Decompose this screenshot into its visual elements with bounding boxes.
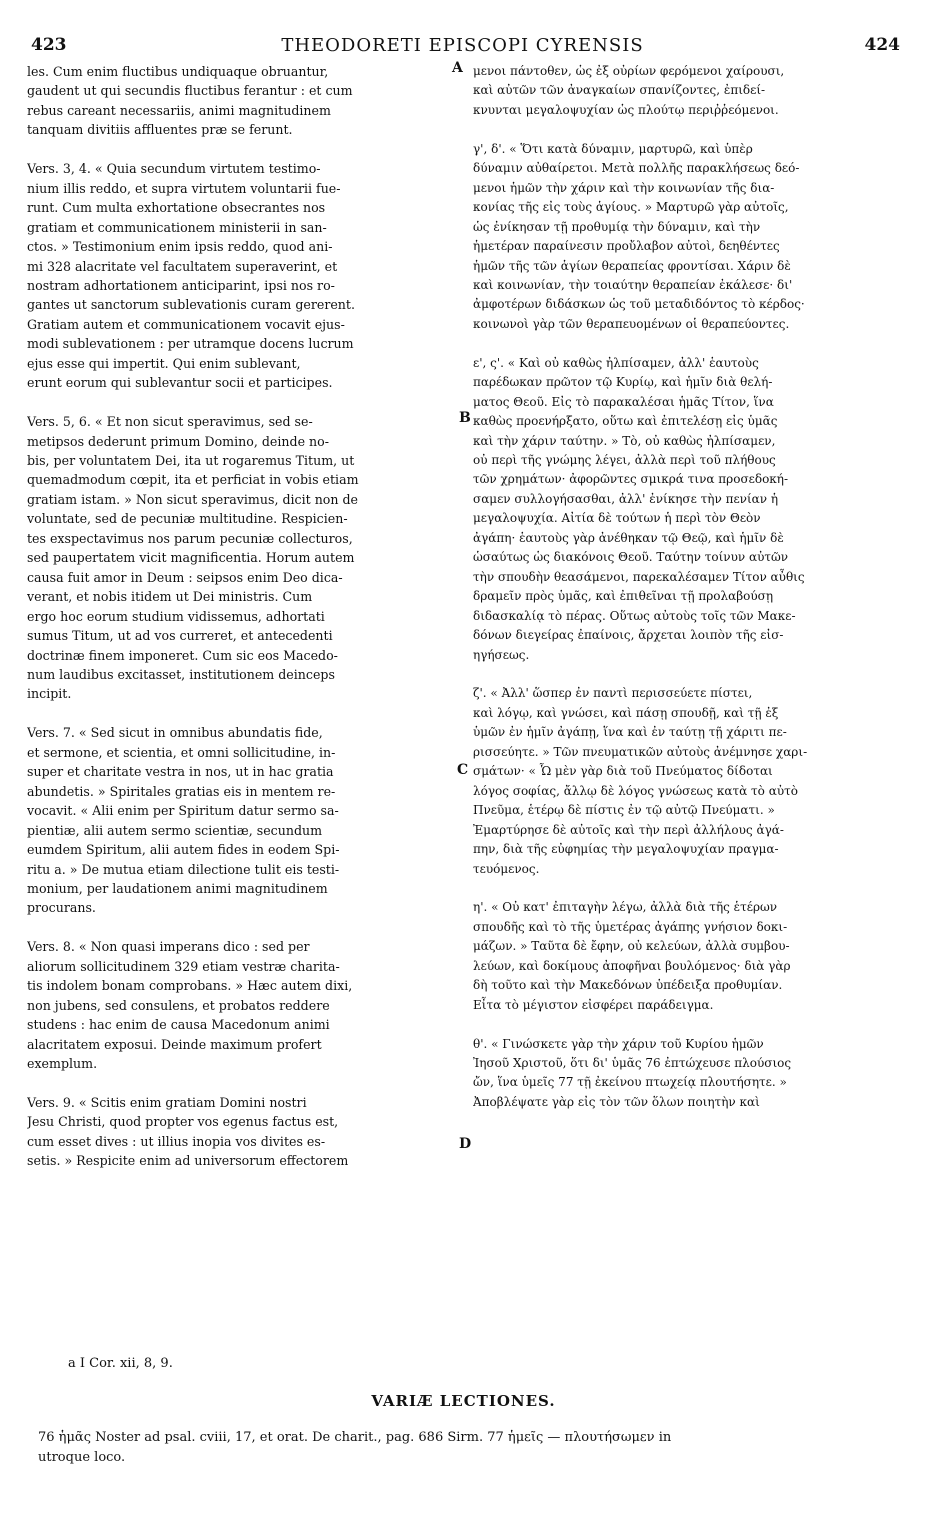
greek-line: ἡμετέραν παραίνεσιν προὔλαβον αὐτοὶ, δεηθέντες — [473, 239, 780, 254]
greek-line: δὴ τοῦτο καὶ τὴν Μακεδόνων ὑπέδειξα προθυμίαν. — [473, 978, 783, 993]
greek-line: μεγαλοψυχία. Αἰτία δὲ τούτων ἡ περὶ τὸν Θεὸν — [473, 511, 761, 526]
greek-line: μάζων. » Ταῦτα δὲ ἔφην, οὐ κελεύων, ἀλλὰ συμβου- — [473, 939, 790, 954]
latin-line: procurans. — [27, 900, 96, 916]
greek-line: λεύων, καὶ δοκίμους ἀποφῆναι βουλόμενος· διὰ γὰρ — [473, 958, 791, 973]
greek-line: γ', δ'. « Ὅτι κατὰ δύναμιν, μαρτυρῶ, καὶ ὑπὲρ — [473, 141, 753, 156]
greek-line: σμάτων· « Ὧ μὲν γὰρ διὰ τοῦ Πνεύματος δίδοται — [473, 764, 773, 779]
greek-line: ζ'. « Ἀλλ' ὥσπερ ἐν παντὶ περισσεύετε πίστει, — [473, 686, 753, 701]
latin-line: studens : hac enim de causa Macedonum animi — [27, 1017, 330, 1033]
greek-line: σαμεν συλλογήσασθαι, ἀλλ' ἐνίκησε τὴν πενίαν ἡ — [473, 491, 779, 506]
margin-letter-d: D — [459, 1136, 472, 1152]
latin-line: super et charitate vestra in nos, ut in hac gratia — [27, 764, 334, 780]
greek-line: ματος Θεοῦ. Εἰς τὸ παρακαλέσαι ἡμᾶς Τίτον, ἵνα — [473, 394, 774, 409]
greek-line: τευόμενος. — [473, 861, 540, 876]
greek-line: κνυνται μεγαλοψυχίαν ὡς πλούτῳ περιῤῥεόμενοι. — [473, 102, 779, 117]
latin-line: verant, et nobis itidem ut Dei ministris. Cum — [27, 589, 313, 605]
greek-line: ε', ς'. « Καὶ οὐ καθὼς ἠλπίσαμεν, ἀλλ' ἑαυτοὺς — [473, 355, 759, 370]
running-header — [25, 35, 900, 59]
latin-line: tes exspectavimus nos parum pecuniæ collecturos, — [27, 530, 353, 546]
latin-line: eumdem Spiritum, alii autem fides in eodem Spi- — [27, 842, 340, 858]
greek-column — [473, 62, 905, 1132]
latin-line: tanquam divitiis affluentes præ se ferunt. — [27, 122, 293, 138]
margin-letter-a: A — [452, 60, 463, 76]
latin-line: incipit. — [27, 686, 72, 702]
greek-paragraph — [473, 140, 905, 335]
margin-letter-c: C — [457, 762, 469, 778]
variae-line: utroque loco. — [38, 1450, 126, 1465]
greek-line: μενοι ἡμῶν τὴν χάριν καὶ τὴν κοινωνίαν τῆς δια- — [473, 180, 775, 195]
latin-line: Vers. 3, 4. « Quia secundum virtutem testimo- — [27, 161, 321, 177]
latin-paragraph — [27, 1093, 457, 1171]
greek-line: δύναμιν αὐθαίρετοι. Μετὰ πολλῆς παρακλήσεως δεό- — [473, 161, 800, 176]
variae-line: 76 ἡμᾶς Noster ad psal. cviii, 17, et orat. De charit., pag. 686 Sirm. 77 ἡμεῖς — πλουτήσωμεν in — [38, 1430, 672, 1445]
margin-letter-b: B — [459, 410, 471, 426]
latin-paragraph — [27, 723, 457, 918]
latin-line: causa fuit amor in Deum : seipsos enim Deo dica- — [27, 569, 343, 585]
latin-line: monium, per laudationem animi magnitudinem — [27, 880, 328, 896]
latin-line: gratiam istam. » Non sicut speravimus, dicit non de — [27, 491, 359, 507]
latin-line: alacritatem exposui. Deinde maximum profert — [27, 1036, 322, 1052]
latin-line: gratiam et communicationem ministerii in san- — [27, 219, 327, 235]
latin-line: gaudent ut qui secundis fluctibus ferantur : et cum — [27, 83, 353, 99]
latin-line: ejus esse qui impertit. Qui enim sublevant, — [27, 355, 301, 371]
greek-line: η'. « Οὐ κατ' ἐπιταγὴν λέγω, ἀλλὰ διὰ τῆς ἑτέρων — [473, 900, 778, 915]
latin-line: Gratiam autem et communicationem vocavit ejus- — [27, 316, 345, 332]
latin-line: pientiæ, alii autem sermo scientiæ, secundum — [27, 822, 323, 838]
latin-line: aliorum sollicitudinem 329 etiam vestræ charita- — [27, 958, 340, 974]
latin-line: gantes ut sanctorum sublevationis curam gererent. — [27, 297, 355, 313]
latin-line: nostram adhortationem anticiparint, ipsi nos ro- — [27, 277, 335, 293]
latin-line: les. Cum enim fluctibus undiquaque obruantur, — [27, 64, 329, 79]
greek-line: δραμεῖν πρὸς ὑμᾶς, καὶ ἐπιθεῖναι τῇ προλαβούσῃ — [473, 589, 774, 604]
greek-line: καθὼς προενήρξατο, οὕτω καὶ ἐπιτελέσῃ εἰς ὑμᾶς — [473, 414, 778, 429]
greek-paragraph — [473, 684, 905, 879]
greek-line: Ἐμαρτύρησε δὲ αὐτοῖς καὶ τὴν περὶ ἀλλήλους ἀγά- — [473, 822, 784, 837]
latin-column — [27, 62, 457, 1190]
latin-line: Vers. 9. « Scitis enim gratiam Domini nostri — [27, 1094, 307, 1110]
latin-line: quemadmodum cœpit, ita et perficiat in vobis etiam — [27, 472, 359, 488]
latin-line: voluntate, sed de pecuniæ multitudine. Respicien- — [27, 511, 348, 527]
greek-line: Εἶτα τὸ μέγιστον εἰσφέρει παράδειγμα. — [473, 997, 714, 1012]
latin-line: abundetis. » Spiritales gratias eis in mentem re- — [27, 783, 336, 799]
greek-paragraph — [473, 1035, 905, 1113]
greek-line: πην, διὰ τῆς εὐφημίας τὴν μεγαλοψυχίαν πραγμα- — [473, 842, 779, 857]
greek-line: ἡμῶν τῆς τῶν ἁγίων θεραπείας φροντίσαι. Χάριν δὲ — [473, 258, 791, 273]
greek-line: κονίας τῆς εἰς τοὺς ἁγίους. » Μαρτυρῶ γὰρ αὐτοῖς, — [473, 200, 789, 215]
greek-paragraph — [473, 354, 905, 665]
latin-paragraph — [27, 159, 457, 392]
greek-line: καὶ λόγῳ, καὶ γνώσει, καὶ πάσῃ σπουδῇ, καὶ τῇ ἐξ — [473, 705, 779, 720]
greek-line: ἀμφοτέρων διδάσκων ὡς τοῦ μεταδιδόντος τὸ κέρδος· — [473, 297, 805, 312]
greek-line: δόνων διεγείρας ἐπαίνοις, ἄρχεται λοιπὸν τῆς εἰσ- — [473, 628, 784, 643]
latin-paragraph — [27, 412, 457, 704]
greek-line: ρισσεύητε. » Τῶν πνευματικῶν αὐτοὺς ἀνέμνησε χαρι- — [473, 744, 808, 759]
latin-line: non jubens, sed consulens, et probatos reddere — [27, 997, 330, 1013]
greek-line: μενοι πάντοθεν, ὡς ἐξ οὐρίων φερόμενοι χαίρουσι, — [473, 64, 785, 78]
greek-line: ὤν, ἵνα ὑμεῖς 77 τῇ ἐκείνου πτωχείᾳ πλουτήσητε. » — [473, 1075, 787, 1090]
greek-line: ὡσαύτως ὡς διακόνοις Θεοῦ. Ταύτην τοίνυν αὐτῶν — [473, 550, 789, 565]
latin-line: runt. Cum multa exhortatione obsecrantes nos — [27, 200, 326, 216]
latin-line: Vers. 7. « Sed sicut in omnibus abundatis fide, — [27, 725, 323, 741]
latin-line: ritu a. » De mutua etiam dilectione tulit eis testi- — [27, 861, 340, 877]
greek-line: Πνεῦμα, ἑτέρῳ δὲ πίστις ἐν τῷ αὐτῷ Πνεύματι. » — [473, 803, 775, 818]
latin-line: doctrinæ finem imponeret. Cum sic eos Macedo- — [27, 647, 338, 663]
latin-line: metipsos dederunt primum Domino, deinde no- — [27, 433, 329, 449]
greek-line: Ἰησοῦ Χριστοῦ, ὅτι δι' ὑμᾶς 76 ἐπτώχευσε πλούσιος — [473, 1056, 792, 1071]
footnote: a I Cor. xii, 8, 9. — [68, 1356, 173, 1371]
greek-line: καὶ τὴν χάριν ταύτην. » Τὸ, οὐ καθὼς ἠλπίσαμεν, — [473, 433, 776, 448]
greek-line: καὶ κοινωνίαν, τὴν τοιαύτην θεραπείαν ἐκάλεσε· δι' — [473, 277, 793, 292]
greek-line: τῶν χρημάτων· ἀφορῶντες σμικρά τινα προσεδοκή- — [473, 472, 789, 487]
latin-line: cum esset dives : ut illius inopia vos divites es- — [27, 1133, 326, 1149]
latin-line: ctos. » Testimonium enim ipsis reddo, quod ani- — [27, 239, 333, 255]
latin-paragraph — [27, 62, 457, 140]
latin-line: et sermone, et scientia, et omni sollicitudine, in- — [27, 744, 336, 760]
latin-paragraph — [27, 937, 457, 1073]
latin-line: mi 328 alacritate vel facultatem superaverint, et — [27, 258, 338, 274]
greek-paragraph — [473, 898, 905, 1015]
latin-line: sumus Titum, ut ad vos curreret, et antecedenti — [27, 628, 333, 644]
greek-line: κοινωνοὶ γὰρ τῶν θεραπευομένων οἱ θεραπεύοντες. — [473, 316, 790, 331]
latin-line: tis indolem bonam comprobans. » Hæc autem dixi, — [27, 978, 353, 994]
page-number-right: 424 — [864, 35, 900, 55]
latin-line: erunt eorum qui sublevantur socii et participes. — [27, 375, 333, 391]
greek-line: παρέδωκαν πρῶτον τῷ Κυρίῳ, καὶ ἡμῖν διὰ θελή- — [473, 375, 773, 390]
greek-line: Ἀποβλέψατε γὰρ εἰς τὸν τῶν ὅλων ποιητὴν καὶ — [473, 1094, 760, 1109]
running-title: THEODORETI EPISCOPI CYRENSIS — [281, 35, 644, 56]
greek-line: ἀγάπη· ἑαυτοὺς γὰρ ἀνέθηκαν τῷ Θεῷ, καὶ ἡμῖν δὲ — [473, 530, 784, 545]
greek-line: ὑμῶν ἐν ἡμῖν ἀγάπῃ, ἵνα καὶ ἐν ταύτῃ τῇ χάριτι πε- — [473, 725, 787, 740]
variae-lectiones — [38, 1428, 898, 1468]
latin-line: ergo hoc eorum studium vidissemus, adhortati — [27, 608, 325, 624]
greek-line: σπουδῆς καὶ τὸ τῆς ὑμετέρας ἀγάπης γνήσιον δοκι- — [473, 919, 788, 934]
page-number-left: 423 — [31, 35, 67, 55]
greek-line: τὴν σπουδὴν θεασάμενοι, παρεκαλέσαμεν Τίτον αὖθις — [473, 569, 805, 584]
latin-line: modi sublevationem : per utramque docens lucrum — [27, 336, 354, 352]
latin-line: rebus careant necessariis, animi magnitudinem — [27, 102, 331, 118]
variae-lectiones-title: VARIÆ LECTIONES. — [371, 1392, 556, 1410]
greek-line: θ'. « Γινώσκετε γὰρ τὴν χάριν τοῦ Κυρίου ἡμῶν — [473, 1036, 764, 1051]
latin-line: Jesu Christi, quod propter vos egenus factus est, — [27, 1114, 339, 1130]
greek-paragraph — [473, 62, 905, 120]
greek-line: καὶ αὐτῶν τῶν ἀναγκαίων σπανίζοντες, ἐπιδεί- — [473, 83, 766, 98]
latin-line: Vers. 8. « Non quasi imperans dico : sed per — [27, 939, 310, 955]
latin-line: bis, per voluntatem Dei, ita ut rogaremus Titum, ut — [27, 453, 355, 469]
latin-line: num laudibus excitasset, institutionem deinceps — [27, 667, 335, 683]
greek-line: λόγος σοφίας, ἄλλῳ δὲ λόγος γνώσεως κατὰ τὸ αὐτὸ — [473, 783, 798, 798]
greek-line: οὐ περὶ τῆς γνώμης λέγει, ἀλλὰ περὶ τοῦ πλήθους — [473, 453, 776, 468]
latin-line: setis. » Respicite enim ad universorum effectorem — [27, 1153, 349, 1169]
greek-line: διδασκαλίᾳ τὸ πέρας. Οὕτως αὐτοὺς τοῖς τῶν Μακε- — [473, 608, 796, 623]
latin-line: exemplum. — [27, 1056, 98, 1072]
latin-line: sed paupertatem vicit magnificentia. Horum autem — [27, 550, 355, 566]
latin-line: nium illis reddo, et supra virtutem voluntarii fue- — [27, 180, 341, 196]
latin-line: Vers. 5, 6. « Et non sicut speravimus, sed se- — [27, 414, 313, 430]
greek-line: ηγήσεως. — [473, 647, 530, 662]
latin-line: vocavit. « Alii enim per Spiritum datur sermo sa- — [27, 803, 339, 819]
greek-line: ὡς ἐνίκησαν τῇ προθυμίᾳ τὴν δύναμιν, καὶ τὴν — [473, 219, 761, 234]
